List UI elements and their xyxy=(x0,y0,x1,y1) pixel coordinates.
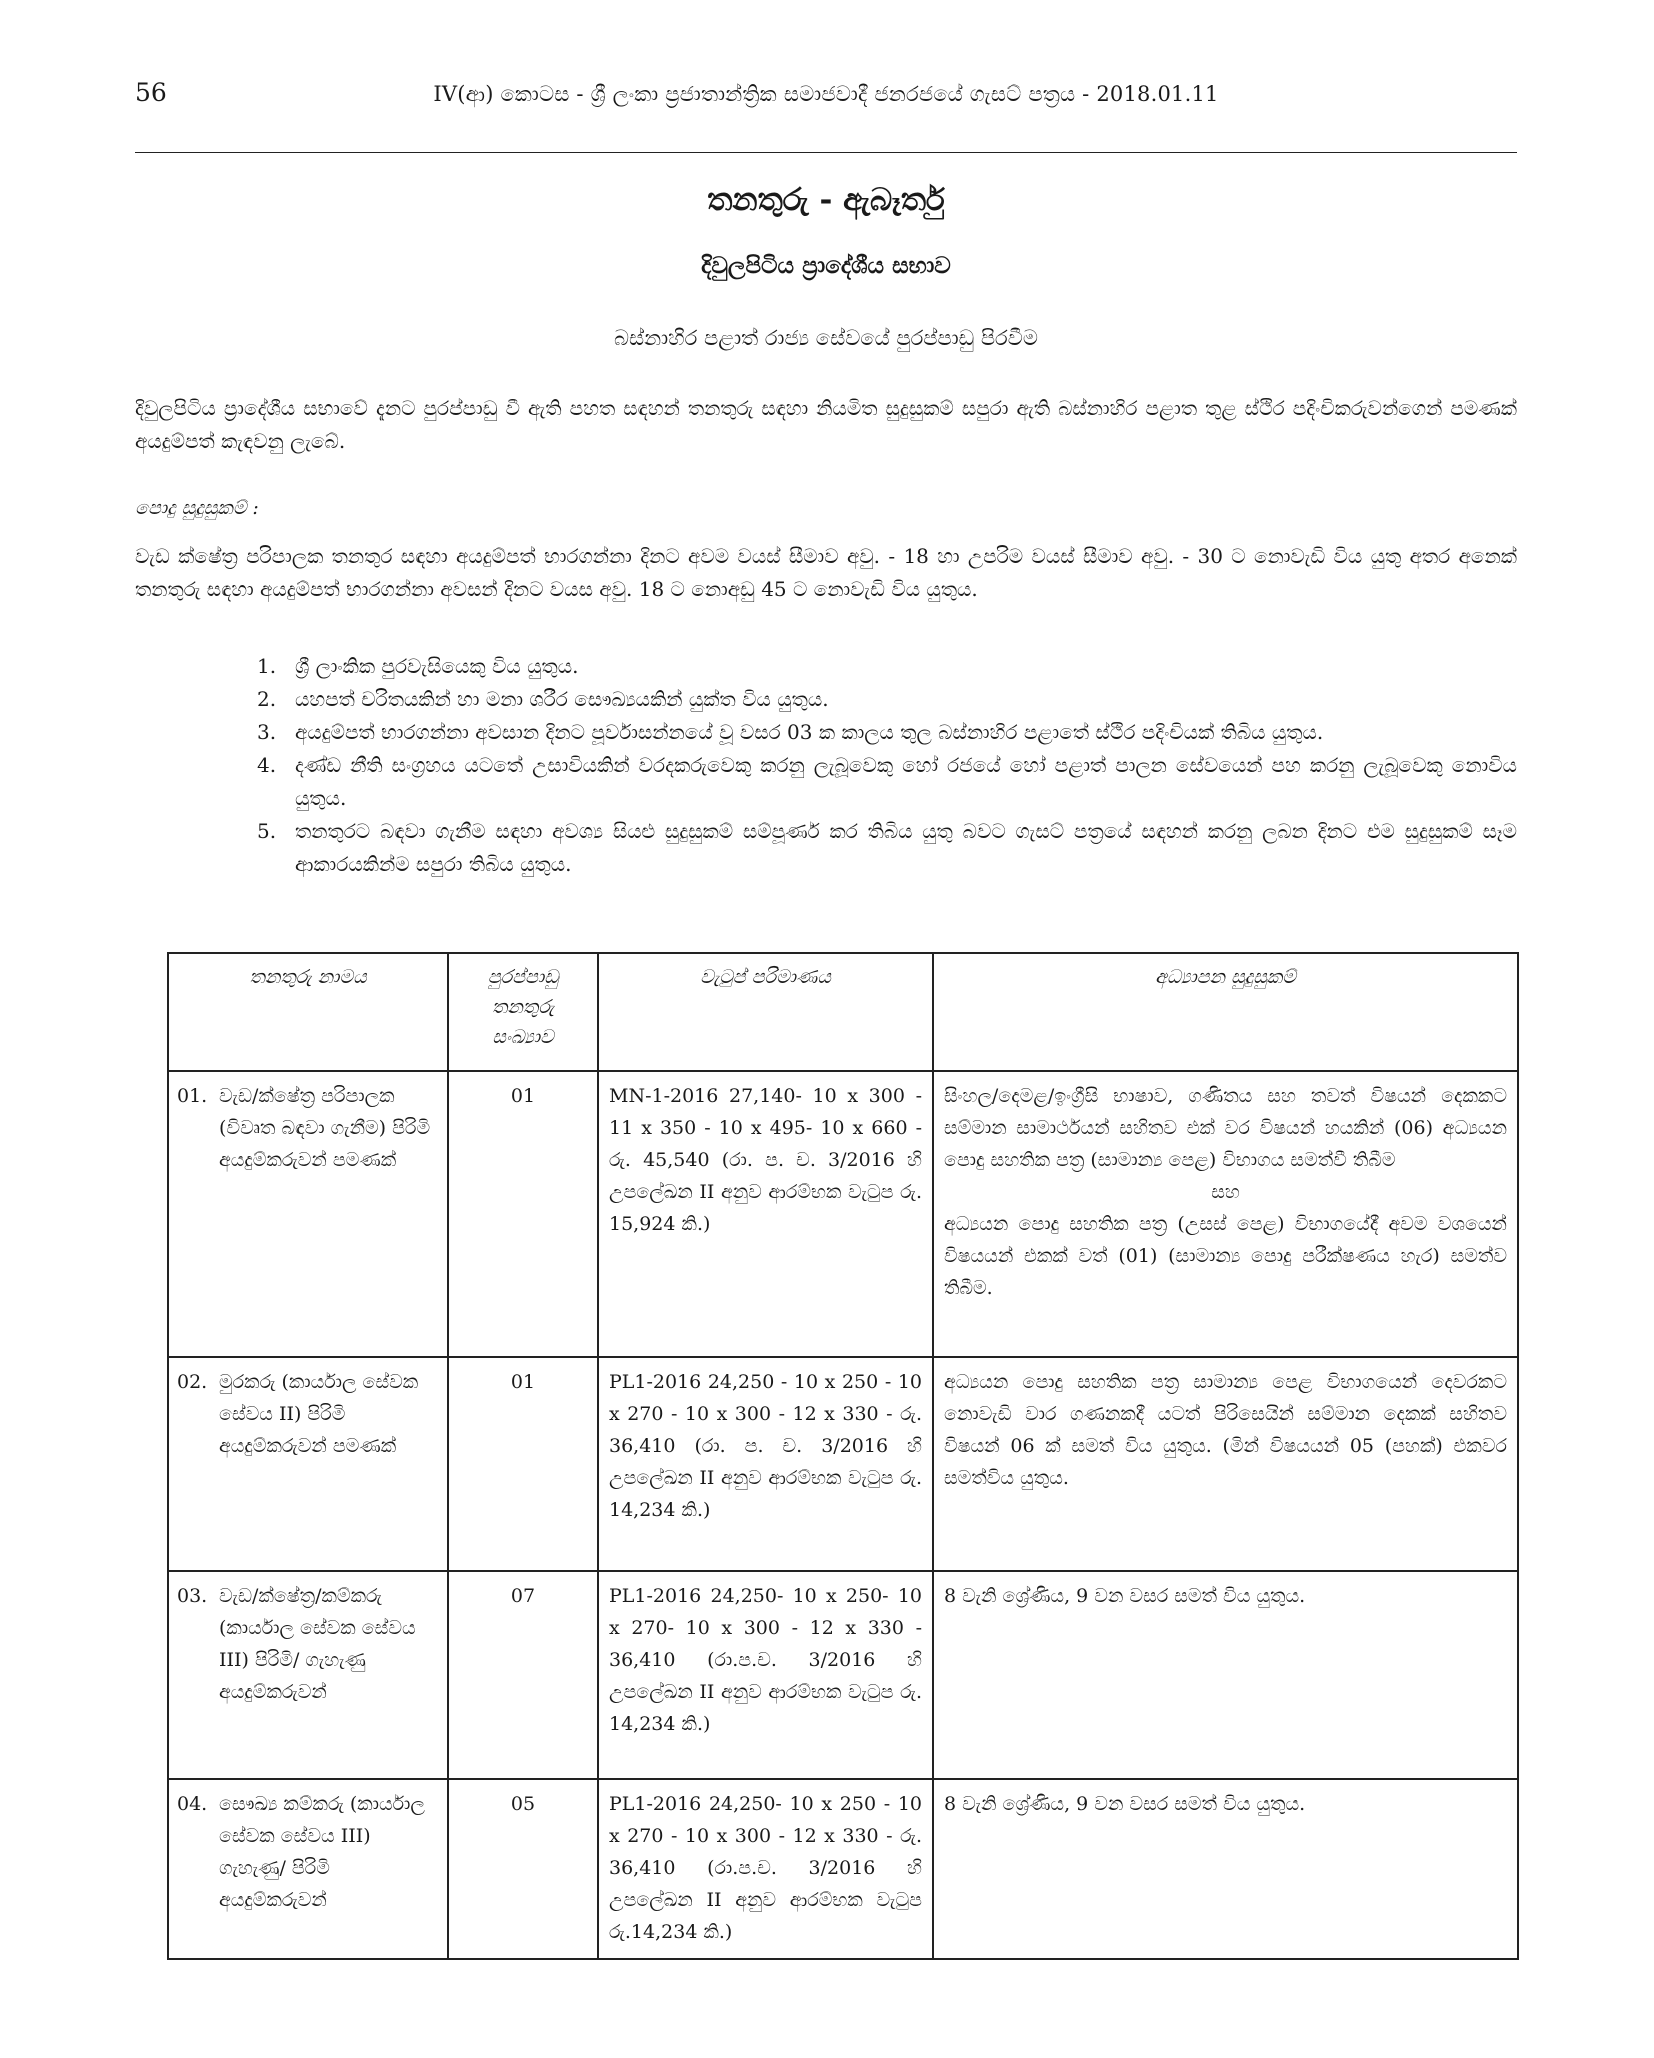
page-number: 56 xyxy=(135,78,167,107)
post-name: වැඩ/ක්ෂේත්‍ර පරිපාලක (විවෘත බඳවා ගැනීම) පිරිමි අයදුම්කරුවන් පමණක් xyxy=(219,1085,431,1171)
post-name-cell xyxy=(168,1571,448,1779)
education-requirement: 8 වැනි ශ්‍රේණිය, 9 වන වසර සමත් විය යුතුය. xyxy=(933,1779,1518,1959)
list-item-number: 5. xyxy=(257,819,277,843)
vacancy-count: 05 xyxy=(448,1779,598,1959)
education-conjunction: සහ xyxy=(1211,1181,1240,1203)
vacancy-count: 01 xyxy=(448,1357,598,1571)
vacancy-count: 01 xyxy=(448,1071,598,1357)
age-limit-paragraph: වැඩ ක්ෂේත්‍ර පරිපාලක තනතුර සඳහා අයදුම්පත් භාරගන්නා දිනට අවම වයස් සීමාව අවු. - 18 හා උපරිම වයස් සීමාව අවු. - 30 ට නොවැඩි විය යුතු අතර අනෙක් තනතුරු සඳහා අයදුම්පත් භාරගන්නා අවසන් දිනට වයස අවු. 18 ට නොඅඩු 45 ට නොවැඩි විය යුතුය. xyxy=(135,544,1517,601)
education-ol-requirement: සිංහල/දෙමළ/ඉංග්‍රීසි භාෂාව, ගණිතය සහ තවත් විෂයන් දෙකකට සම්මාන සාමාර්ථයන් සහිතව එක් වර විෂයන් හයකින් (06) අධ්‍යයන පොදු සහතික පත්‍ර (සාමාන්‍ය පෙළ) විභාගය සමත්වී තිබීම xyxy=(944,1085,1507,1171)
post-number: 03. xyxy=(177,1585,208,1607)
education-al-requirement: අධ්‍යයන පොදු සහතික පත්‍ර (උසස් පෙළ) විභාගයේදී අවම වශයෙන් විෂයයන් එකක් වත් (01) (සාමාන්‍ය පොදු පරීක්ෂණය හැර) සමත්ව තිබීම. xyxy=(944,1213,1507,1299)
header-vacancy-count: පුරප්පාඩු තනතුරු සංඛ්‍යාව xyxy=(448,953,598,1071)
post-name-cell xyxy=(168,1071,448,1357)
post-name: මුරකරු (කාර්යාල සේවක සේවය II) පිරිමි අයදුම්කරුවන් පමණක් xyxy=(219,1371,419,1457)
table-header-row xyxy=(168,953,1518,1071)
header-education: අධ්‍යාපන සුදුසුකම් xyxy=(933,953,1518,1071)
list-item-text: දණ්ඩ නීති සංග්‍රහය යටතේ උසාවියකින් වරදකරුවෙකු කරනු ලැබූවෙකු හෝ රජයේ හෝ පළාත් පාලන සේවයෙන් පහ කරනු ලැබූවෙකු නොවිය යුතුය. xyxy=(295,753,1517,810)
vacancy-count: 07 xyxy=(448,1571,598,1779)
notice-title: තනතුරු - ඇබෑර්තු xyxy=(707,182,945,218)
requirements-list xyxy=(135,650,1517,881)
list-item-text: ශ්‍රී ලාංකික පුරවැසියෙකු විය යුතුය. xyxy=(295,654,579,678)
education-cell xyxy=(933,1071,1518,1357)
post-name-cell xyxy=(168,1357,448,1571)
list-item-text: තනතුරට බඳවා ගැනීම සඳහා අවශ්‍ය සියළු සුදුසුකම් සම්පූර්ණ කර තිබිය යුතු බවට ගැසට් පත්‍රයේ සඳහන් කරනු ලබන දිනට එම සුදුසුකම් සෑම ආකාරයකින්ම සපුරා තිබිය යුතුය. xyxy=(295,819,1517,876)
general-qualifications-label: පොදු සුදුසුකම් : xyxy=(135,497,259,519)
table-row xyxy=(168,1571,1518,1779)
list-item xyxy=(135,749,1517,815)
salary-scale: PL1-2016 24,250 - 10 x 250 - 10 x 270 - 10 x 300 - 12 x 330 - රු. 36,410 (රා. ප. ච. 3/2016 හි උපලේඛන II අනුව ආරම්භක වැටුප රු. 14,234 කි.) xyxy=(598,1357,933,1571)
list-item-text: යහපත් චරිතයකින් හා මනා ශරීර සෞඛ්‍යයකින් යුක්ත විය යුතුය. xyxy=(295,687,829,711)
list-item-number: 2. xyxy=(257,687,277,711)
list-item xyxy=(135,650,1517,683)
education-requirement: 8 වැනි ශ්‍රේණිය, 9 වන වසර සමත් විය යුතුය. xyxy=(933,1571,1518,1779)
post-name: වැඩ/ක්ෂේත්‍ර/කම්කරු (කාර්යාල සේවක සේවය III) පිරිමි/ ගැහැණු අයදුම්කරුවන් xyxy=(219,1585,416,1703)
header-post-name: තනතුරු නාමය xyxy=(168,953,448,1071)
gazette-header-title: IV(ආ) කොටස - ශ්‍රී ලංකා ප්‍රජාතාන්ත්‍රික සමාජවාදී ජනරජයේ ගැසට් පත්‍රය - 2018.01.11 xyxy=(433,82,1219,106)
list-item-number: 1. xyxy=(257,654,277,678)
salary-scale: MN-1-2016 27,140- 10 x 300 - 11 x 350 - 10 x 495- 10 x 660 - රු. 45,540 (රා. ප. ච. 3/2016 හි උපලේඛන II අනුව ආරම්භක වැටුප රු. 15,924 කි.) xyxy=(598,1071,933,1357)
header-salary-scale: වැටුප් පරිමාණය xyxy=(598,953,933,1071)
table-row xyxy=(168,1071,1518,1357)
list-item-number: 3. xyxy=(257,720,277,744)
intro-paragraph: දිවුලපිටිය ප්‍රාදේශීය සභාවේ දැනට පුරප්පාඩු වී ඇති පහත සඳහන් තනතුරු සඳහා නියමිත සුදුසුකම් සපුරා ඇති බස්නාහිර පළාත තුළ ස්ථිර පදිංචිකරුවන්ගෙන් පමණක් අයදුම්පත් කැඳවනු ලැබේ. xyxy=(135,396,1517,453)
list-item xyxy=(135,716,1517,749)
header-divider xyxy=(135,152,1517,153)
salary-scale: PL1-2016 24,250- 10 x 250- 10 x 270- 10 x 300 - 12 x 330 - 36,410 (රා.ප.ච. 3/2016 හි උපලේඛන II අනුව ආරම්භක වැටුප රු. 14,234 කි.) xyxy=(598,1571,933,1779)
post-name-cell xyxy=(168,1779,448,1959)
education-requirement: අධ්‍යයන පොදු සහතික පත්‍ර සාමාන්‍ය පෙළ විභාගයෙන් දෙවරකට නොවැඩි වාර ගණනකදී යටත් පිරිසෙයින් සම්මාන දෙකක් සහිතව විෂයන් 06 ක් සමත් විය යුතුය. (මින් විෂයයන් 05 (පහක්) එකවර සමත්විය යුතුය. xyxy=(933,1357,1518,1571)
table-row xyxy=(168,1357,1518,1571)
post-number: 04. xyxy=(177,1793,208,1815)
post-number: 01. xyxy=(177,1085,208,1107)
table-row xyxy=(168,1779,1518,1959)
post-name: සෞඛ්‍ය කම්කරු (කාර්යාල සේවක සේවය III) ගැහැණු/ පිරිමි අයදුම්කරුවන් xyxy=(219,1793,425,1911)
list-item-text: අයදුම්පත් භාරගන්නා අවසාන දිනට පූර්වාසන්නයේ වූ වසර 03 ක කාලය තුල බස්නාහිර පළාතේ ස්ථිර පදිංචියක් තිබිය යුතුය. xyxy=(295,720,1324,744)
post-number: 02. xyxy=(177,1371,208,1393)
list-item xyxy=(135,815,1517,881)
notice-subject: බස්නාහිර පළාත් රාජ්‍ය සේවයේ පුරප්පාඩු පිරවීම xyxy=(614,326,1038,350)
council-name: දිවුලපිටිය ප්‍රාදේශීය සභාව xyxy=(701,252,951,279)
page-header xyxy=(135,78,1517,118)
salary-scale: PL1-2016 24,250- 10 x 250 - 10 x 270 - 10 x 300 - 12 x 330 - රු. 36,410 (රා.ප.ච. 3/2016 හි උපලේඛන II අනුව ආරම්භක වැටුප රු.14,234 කි.) xyxy=(598,1779,933,1959)
vacancies-table xyxy=(167,952,1519,1960)
list-item-number: 4. xyxy=(257,753,277,777)
list-item xyxy=(135,683,1517,716)
